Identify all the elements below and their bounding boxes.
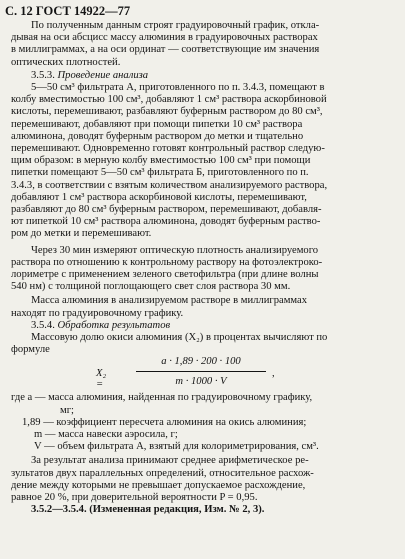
p4-line-1: Масса алюминия в анализируемом растворе в миллиграммах (31, 295, 308, 307)
where-line-3: 1,89 — коэффициент пересчета алюминия на окись алюминия; (22, 416, 307, 428)
p1-line-4: оптических плотностей. (11, 56, 121, 68)
p2-line-9: 3.4.3, в соответствии с взятым количеством анализируемого раствора, (11, 179, 328, 191)
p2-line-11: разбавляют до 80 см³ буферным раствором, перемешивают, добавля- (11, 204, 322, 215)
p1-line-2: дывая на оси абсцисс массу алюминия в градуировочных растворах (11, 32, 318, 44)
p6-line-3: дение между которыми не превышает допускаемое расхождение, (11, 479, 306, 491)
where-line-5: V — объем фильтрата А, взятый для колориметрирования, см³. (34, 441, 319, 453)
p5-line-2: формуле (11, 344, 50, 356)
where-line-4: m — масса навески аэросила, г; (34, 429, 178, 440)
formula-denominator: m · 1000 · V (175, 376, 227, 388)
footer-note: 3.5.2—3.5.4. (Измененная редакция, Изм. № 2, 3). (31, 504, 265, 516)
p2-line-13: ром до метки и перемешивают. (11, 228, 152, 240)
p2-line-7: щим образом: в мерную колбу вместимостью 100 см³ при помощи (11, 155, 311, 167)
where-line-2: мг; (60, 404, 74, 416)
where-line-1: где a — масса алюминия, найденная по градуировочному графику, (11, 392, 313, 404)
p3-line-4: 540 нм) с толщиной поглощающего свет слоя раствора 30 мм. (11, 281, 291, 293)
p2-line-5: алюминона, доводят буферным раствором до метки и тщательно (11, 130, 304, 142)
formula-lhs: X₂ = (96, 368, 107, 391)
formula-numerator: a · 1,89 · 200 · 100 (161, 356, 241, 368)
p4-line-2: находят по градуировочному графику. (11, 307, 184, 319)
p6-line-4: равное 20 %, при доверительной вероятности P = 0,95. (11, 492, 258, 503)
p3-line-3: лориметре с применением зеленого светофильтра (при длине волны (11, 269, 319, 280)
p2-line-10: добавляют 1 см³ раствора аскорбиновой кислоты, перемешивают, (11, 191, 307, 203)
p2-line-3: кислоты, перемешивают, разбавляют буферным раствором до 80 см³, (11, 106, 323, 118)
p2-line-1: 5—50 см³ фильтрата А, приготовленного по п. 3.4.3, помещают в (31, 82, 325, 93)
p2-line-8: пипетки помещают 5—50 см³ фильтрата Б, приготовленного по п. (11, 167, 309, 179)
formula-comma: , (272, 368, 275, 380)
p3-line-1: Через 30 мин измеряют оптическую плотность анализируемого (31, 244, 319, 256)
p2-line-12: ют пипеткой 10 см³ раствора алюминона, доводят буферным раство- (11, 216, 321, 228)
section-353-title: Проведение анализа (57, 69, 149, 81)
section-353-number: 3.5.3. (31, 69, 55, 81)
p2-line-4: перемешивают, добавляют при помощи пипетки 10 см³ раствора (11, 118, 303, 130)
p5-line-1: Массовую долю окиси алюминия (X₂) в процентах вычисляют по (31, 332, 328, 343)
p6-line-1: За результат анализа принимают среднее арифметическое ре- (31, 455, 309, 467)
p2-line-6: перемешивают. Одновременно готовят контрольный раствор следую- (11, 143, 325, 154)
p6-line-2: зультатов двух параллельных определений, относительное расхож- (11, 467, 314, 479)
section-354-title: Обработка результатов (57, 319, 171, 331)
page-header: С. 12 ГОСТ 14922—77 (5, 4, 131, 18)
p1-line-1: По полученным данным строят градуировочный график, откла- (31, 20, 320, 31)
p3-line-2: раствора по отношению к контрольному раствору на фотоэлектроко- (11, 256, 323, 268)
p1-line-3: в миллиграммах, а на оси ординат — соответствующие им значения (11, 44, 320, 56)
section-354-number: 3.5.4. (31, 319, 55, 331)
p2-line-2: колбу вместимостью 100 см³, добавляют 1 см³ раствора аскорбиновой (11, 94, 327, 106)
